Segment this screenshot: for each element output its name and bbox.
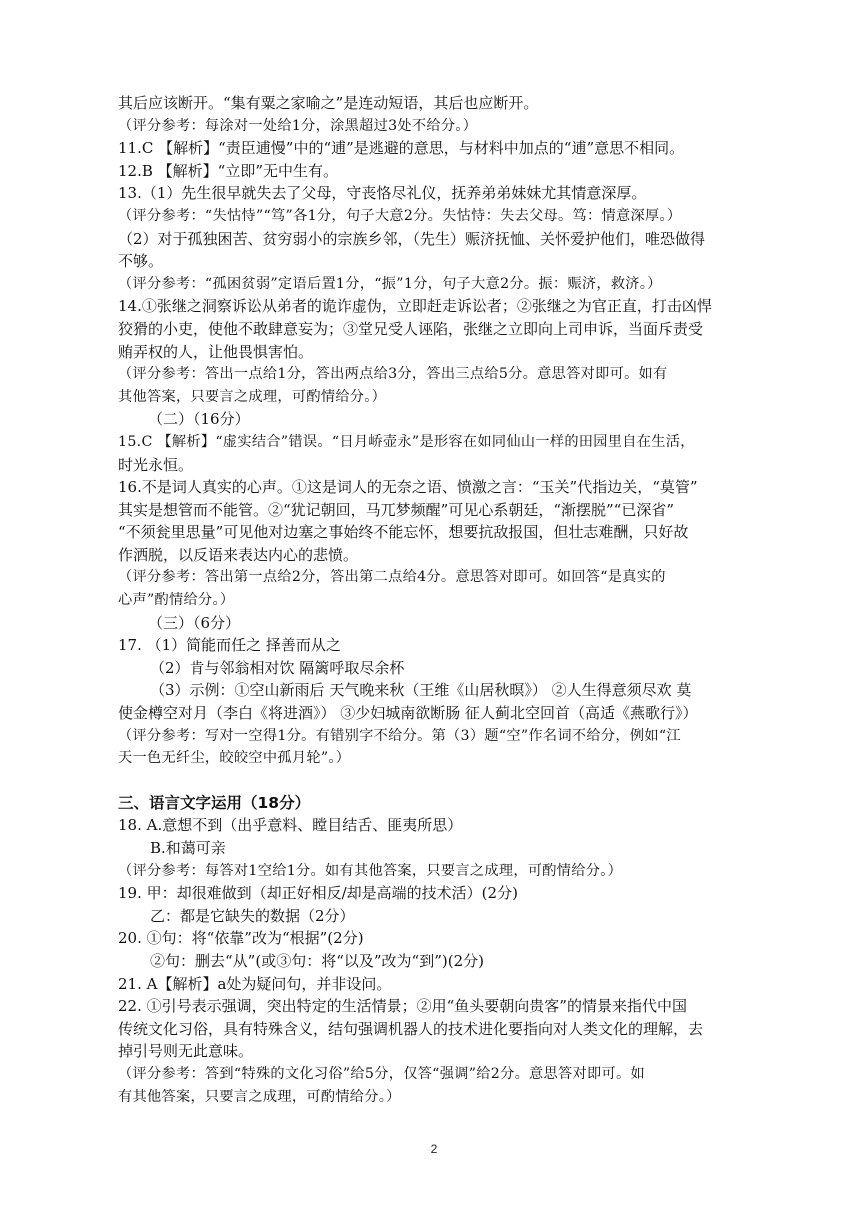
scoring-note: （评分参考：答出第一点给2分，答出第二点给4分。意思答对即可。如回答“是真实的 — [118, 569, 666, 586]
text-line: “不须瓮里思量”可见他对边塞之事始终不能忘怀，想要抗敌报国，但壮志难酬，只好故 — [118, 523, 689, 542]
answer-key-text — [118, 92, 758, 1108]
answer-12: 12.B 【解析】“立即”无中生有。 — [118, 161, 338, 180]
text-line: 狡猾的小吏，使他不敢肆意妄为；③堂兄受人诬陷，张继之立即向上司申诉，当面斥责受 — [118, 319, 704, 338]
scoring-note: 心声”酌情给分。） — [118, 592, 235, 609]
scoring-note: （评分参考：答出一点给1分，答出两点给3分，答出三点给5分。意思答对即可。如有 — [118, 366, 668, 383]
answer-22: 22. ①引号表示强调，突出特定的生活情景；②用“鱼头要朝向贵客”的情景来指代中国 — [118, 997, 687, 1016]
text-line: 不够。 — [118, 252, 164, 271]
section-heading: 三、语言文字运用（18分） — [118, 793, 311, 812]
page-number: 2 — [430, 1142, 438, 1156]
scoring-note: （评分参考：每涂对一处给1分，涂黑超过3处不给分。） — [118, 117, 478, 134]
answer-11: 11.C 【解析】“责臣逋慢”中的“逋”是逃避的意思，与材料中加点的“逋”意思不相同。 — [118, 139, 685, 158]
answer-18: 18. A.意想不到（出乎意料、瞠目结舌、匪夷所思） — [118, 816, 463, 835]
answer-16: 16.不是词人真实的心声。①这是词人的无奈之语、愤激之言：“玉关”代指边关，“莫管” — [118, 478, 698, 497]
answer-17-3: （3）示例：①空山新雨后 天气晚来秋（王维《山居秋暝》） ②人生得意须尽欢 莫 — [150, 681, 692, 700]
text-line: 使金樽空对月（李白《将进酒》） ③少妇城南欲断肠 征人蓟北空回首（高适《燕歌行》） — [118, 704, 698, 723]
text-line: 贿弄权的人，让他畏惧害怕。 — [118, 342, 314, 361]
answer-20: 20. ①句：将“依靠”改为“根据”(2分) — [118, 929, 364, 948]
answer-17: 17. （1）简能而任之 择善而从之 — [118, 636, 341, 655]
answer-17-2: （2）肯与邻翁相对饮 隔篱呼取尽余杯 — [150, 658, 405, 677]
answer-19-b: 乙：都是它缺失的数据（2分） — [150, 906, 355, 925]
answer-21: 21. A【解析】a处为疑问句，并非设问。 — [118, 974, 392, 993]
scoring-note: （评分参考：“失怙恃”“笃”各1分，句子大意2分。失怙恃：失去父母。笃：情意深厚。） — [118, 207, 682, 224]
section-heading: （三）（6分） — [148, 613, 241, 632]
text-line: 掉引号则无此意味。 — [118, 1042, 254, 1061]
scoring-note: （评分参考：答到“特殊的文化习俗”给5分，仅答“强调”给2分。意思答对即可。如 — [118, 1065, 645, 1082]
text-line: 时光永恒。 — [118, 455, 194, 474]
scoring-note: 其他答案，只要言之成理，可酌情给分。） — [118, 388, 387, 405]
scoring-note: （评分参考：每答对1空给1分。如有其他答案，只要言之成理，可酌情给分。） — [118, 862, 623, 879]
scoring-note: （评分参考：写对一空得1分。有错别字不给分。第（3）题“空”作名词不给分，例如“江 — [118, 727, 681, 744]
scoring-note: 天一色无纤尘，皎皎空中孤月轮”。） — [118, 750, 351, 767]
answer-14: 14.①张继之洞察诉讼从弟者的诡诈虚伪，立即赶走诉讼者；②张继之为官正直，打击凶悍 — [118, 297, 712, 316]
text-line: 传统文化习俗，具有特殊含义，结句强调机器人的技术进化要指向对人类文化的理解，去 — [118, 1019, 704, 1038]
text-line: 其后应该断开。“集有粟之家喻之”是连动短语，其后也应断开。 — [118, 94, 539, 112]
answer-15: 15.C 【解析】“虚实结合”错误。“日月峤壶永”是形容在如同仙山一样的田园里自在生活， — [118, 433, 695, 450]
section-heading: （二）（16分） — [148, 410, 250, 429]
answer-20-b: ②句：删去“从”(或③句：将“以及”改为“到”)(2分) — [150, 951, 484, 970]
answer-13-2: （2）对于孤独困苦、贫穷弱小的宗族乡邻，（先生）赈济抚恤、关怀爱护他们，唯恐做得 — [118, 229, 706, 248]
scoring-note: （评分参考：“孤困贫弱”定语后置1分，“振”1分，句子大意2分。振：赈济，救济。） — [118, 275, 662, 292]
answer-19: 19. 甲：却很难做到（却正好相反/却是高端的技术活）(2分) — [118, 884, 518, 903]
answer-18-b: B.和蔼可亲 — [150, 839, 226, 857]
text-line: 其实是想管而不能管。②“犹记朝回，马兀梦频醒”可见心系朝廷，“渐摆脱”“已深省” — [118, 500, 675, 519]
text-line: 作洒脱，以反语来表达内心的悲愤。 — [118, 545, 359, 564]
scoring-note: 有其他答案，只要言之成理，可酌情给分。） — [118, 1088, 401, 1105]
answer-13-1: 13.（1）先生很早就失去了父母，守丧恪尽礼仪，抚养弟弟妹妹尤其情意深厚。 — [118, 184, 647, 203]
